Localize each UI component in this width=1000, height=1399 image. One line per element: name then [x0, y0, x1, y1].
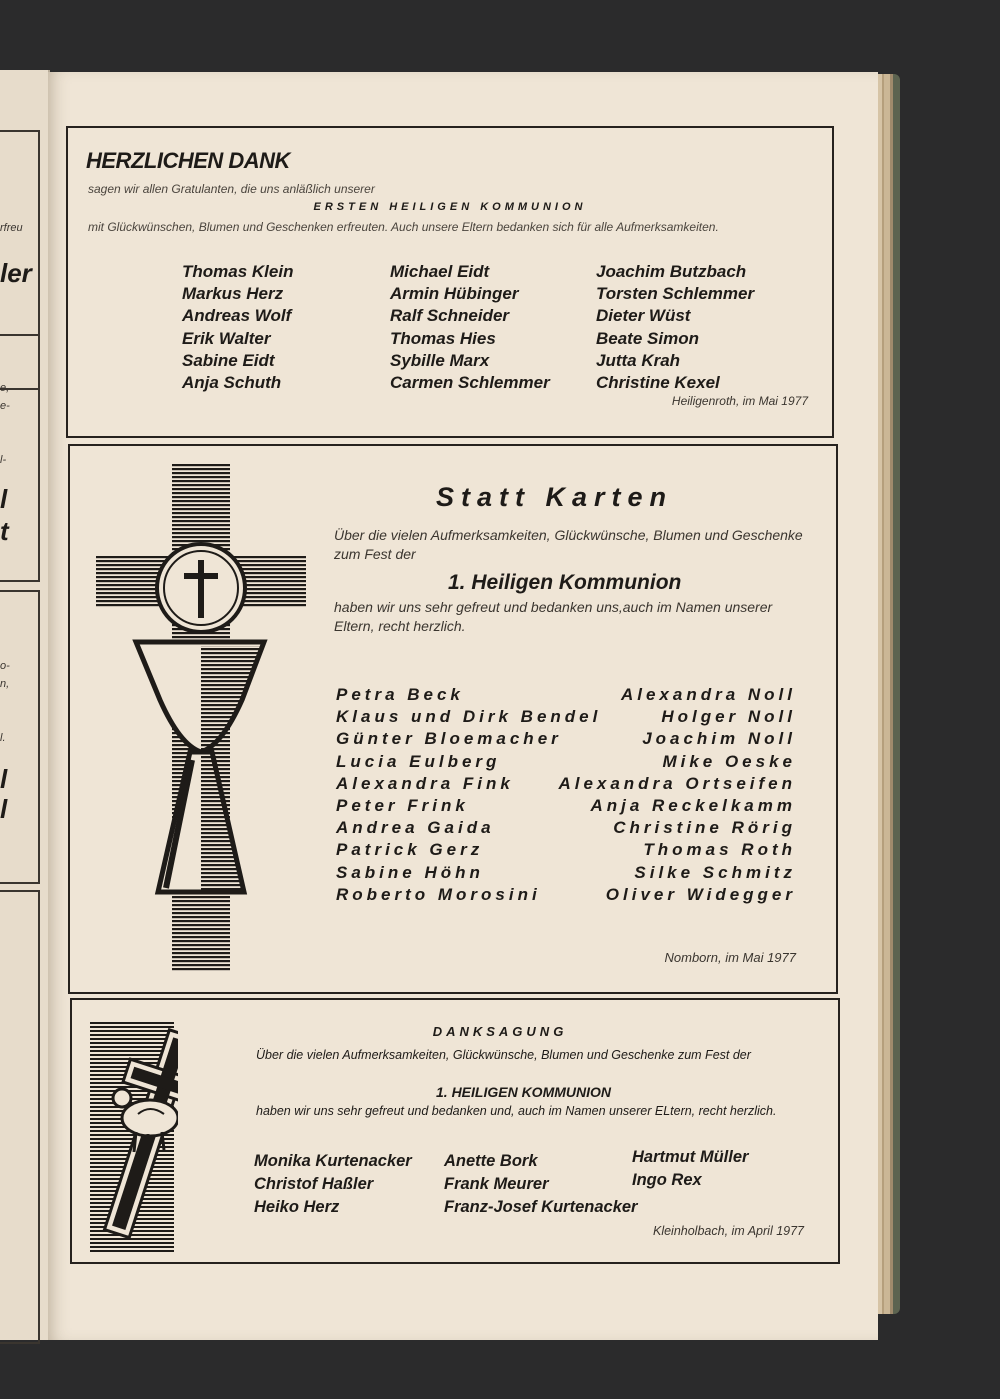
name: Armin Hübinger — [390, 284, 519, 304]
ad-body-text: mit Glückwünschen, Blumen und Geschenken erfreuten. Auch unsere Eltern bedanken sich für alle Aufmerksamkeiten. — [88, 220, 719, 234]
name: Mike Oeske — [662, 751, 796, 771]
ad-occasion: 1. HEILIGEN KOMMUNION — [436, 1084, 612, 1100]
name: Alexandra Noll — [620, 685, 796, 704]
name: Joachim Noll — [642, 729, 796, 749]
names-column — [632, 1146, 748, 1192]
names-column — [254, 1150, 412, 1219]
names-column — [444, 1150, 637, 1219]
left-page-box — [0, 590, 40, 884]
ad-body-text: Über die vielen Aufmerksamkeiten, Glückwünsche, Blumen und Geschenke zum Fest der — [334, 527, 803, 562]
name: Andreas Wolf — [182, 306, 292, 326]
left-page-fragment: e- — [0, 400, 10, 412]
ad-title: Statt Karten — [436, 482, 674, 512]
place-date: Kleinholbach, im April 1977 — [652, 1224, 804, 1238]
name: Andrea Gaida — [336, 818, 495, 838]
name: Beate Simon — [596, 328, 699, 348]
left-page-fragment: t — [0, 516, 9, 546]
left-page-fragment: l — [0, 794, 8, 824]
ad-title: HERZLICHEN DANK — [86, 148, 290, 173]
ad-statt-karten — [68, 444, 838, 994]
name: Christof Haßler — [254, 1175, 374, 1193]
ad-occasion: ERSTEN HEILIGEN KOMMUNION — [313, 201, 587, 213]
names-column — [558, 684, 796, 906]
lamb-cross-icon — [88, 1018, 178, 1254]
left-page-fragment: e, — [0, 382, 10, 394]
name: Sybille Marx — [390, 350, 490, 370]
left-page-fragment: n, — [0, 678, 10, 690]
name: Frank Meurer — [444, 1175, 549, 1193]
name: Christine Kexel — [596, 373, 720, 393]
name: Markus Herz — [182, 284, 284, 304]
name: Erik Walter — [182, 328, 271, 348]
name: Dieter Wüst — [596, 306, 691, 326]
ad-body-text: Über die vielen Aufmerksamkeiten, Glückwünsche, Blumen und Geschenke zum Fest der — [256, 1048, 751, 1062]
name: Christine Rörig — [613, 818, 796, 838]
ad-occasion: 1. Heiligen Kommunion — [448, 571, 682, 594]
name: Michael Eidt — [390, 262, 490, 281]
left-page-fragment: rfreu — [0, 222, 23, 234]
left-page-fragment: l — [0, 764, 8, 794]
name: Petra Beck — [336, 685, 464, 704]
name: Sabine Höhn — [336, 862, 484, 882]
name: Peter Frink — [336, 796, 469, 816]
name: Alexandra Ortseifen — [558, 773, 796, 793]
name: Thomas Klein — [182, 262, 294, 281]
names-column — [596, 261, 754, 394]
names-column — [182, 261, 293, 394]
left-page-edge — [0, 70, 50, 1340]
chalice-cross-icon — [92, 460, 308, 976]
ad-title: DANKSAGUNG — [432, 1024, 568, 1039]
name: Sabine Eidt — [182, 350, 275, 370]
name: Patrick Gerz — [336, 840, 484, 860]
name: Thomas Roth — [643, 840, 796, 860]
left-page-fragment: l. — [0, 732, 6, 744]
ad-herzlichen-dank — [66, 126, 834, 438]
name: Thomas Hies — [390, 328, 496, 348]
name: Klaus und Dirk Bendel — [336, 707, 602, 727]
place-date: Nomborn, im Mai 1977 — [664, 950, 796, 965]
name: Franz-Josef Kurtenacker — [444, 1198, 638, 1216]
ad-body-text: haben wir uns sehr gefreut und bedanken und, auch im Namen unserer ELtern, recht herzlich. — [256, 1104, 777, 1118]
name: Anette Bork — [444, 1152, 538, 1170]
name: Hartmut Müller — [632, 1148, 749, 1166]
names-column — [390, 261, 550, 394]
name: Jutta Krah — [596, 350, 681, 370]
left-page-box — [0, 890, 40, 1344]
name: Oliver Widegger — [605, 884, 796, 904]
name: Silke Schmitz — [634, 862, 796, 882]
name: Heiko Herz — [254, 1198, 340, 1216]
place-date: Heiligenroth, im Mai 1977 — [671, 394, 808, 408]
left-page-fragment: l- — [0, 454, 7, 466]
name: Torsten Schlemmer — [596, 284, 755, 304]
name: Holger Noll — [661, 707, 796, 727]
name: Joachim Butzbach — [596, 262, 747, 281]
left-page-fragment: o- — [0, 660, 10, 672]
name: Monika Kurtenacker — [254, 1152, 412, 1170]
name: Roberto Morosini — [336, 884, 541, 904]
name: Alexandra Fink — [336, 773, 514, 793]
name: Ingo Rex — [632, 1171, 702, 1189]
ad-danksagung — [70, 998, 840, 1264]
name: Anja Reckelkamm — [590, 796, 796, 816]
ad-lead-text: sagen wir allen Gratulanten, die uns anläßlich unserer — [88, 182, 375, 196]
name: Carmen Schlemmer — [390, 373, 550, 393]
name: Lucia Eulberg — [336, 751, 501, 771]
left-page-fragment: ler — [0, 258, 32, 288]
ad-body-text: haben wir uns sehr gefreut und bedanken uns,auch im Namen unserer Eltern, recht herzlich. — [334, 599, 773, 634]
name: Günter Bloemacher — [336, 729, 562, 749]
name: Ralf Schneider — [390, 306, 510, 326]
name: Anja Schuth — [182, 373, 282, 393]
left-page-fragment: l — [0, 484, 8, 514]
